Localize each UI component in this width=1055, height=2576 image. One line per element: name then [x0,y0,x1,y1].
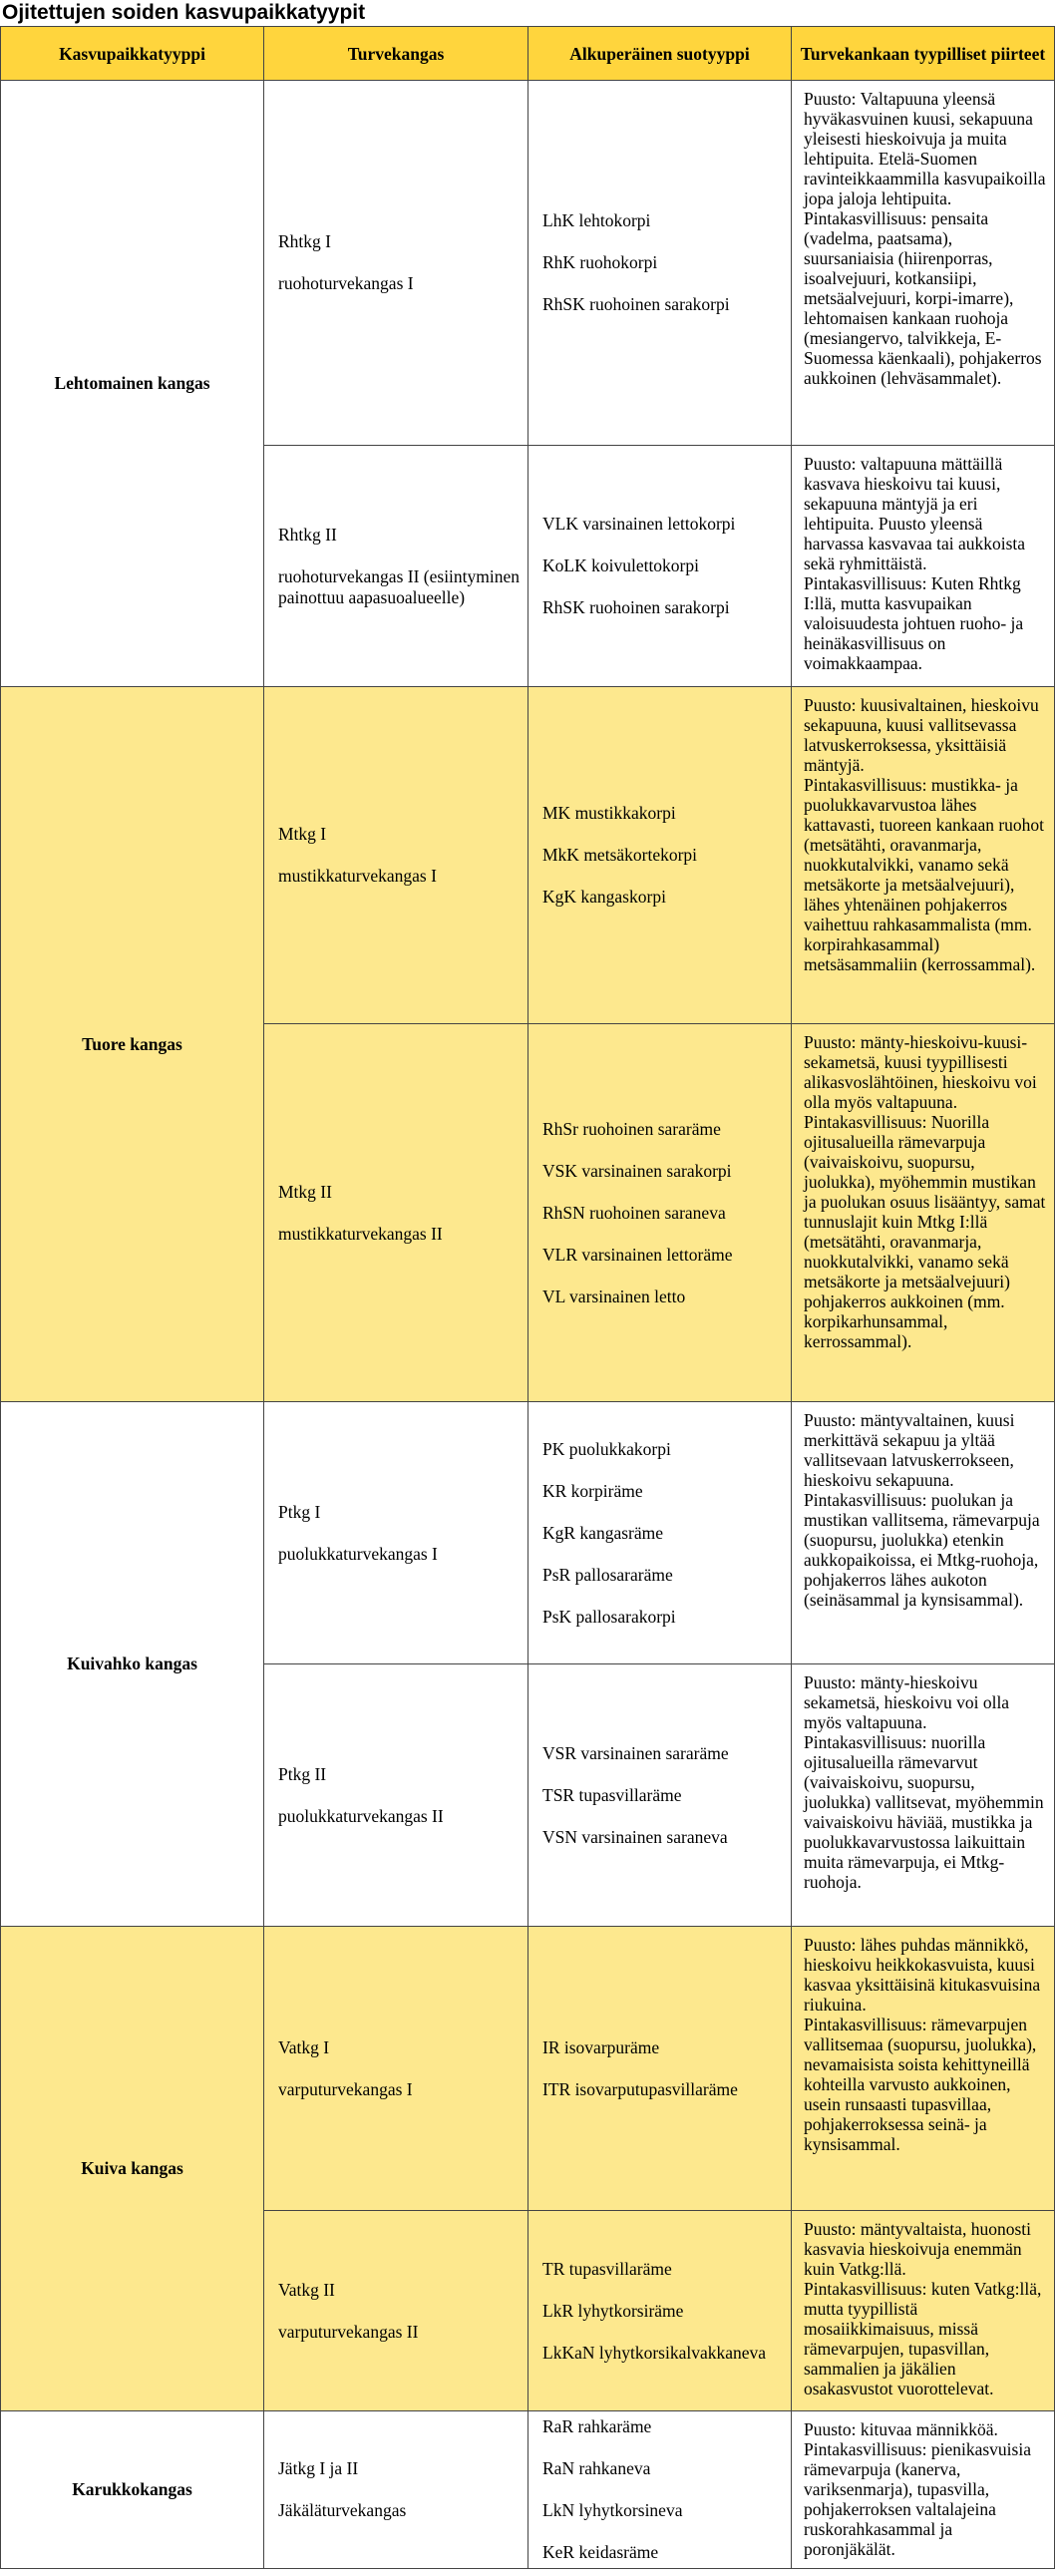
origin-item: PsR pallosararäme [542,1564,673,1585]
origin-cell [528,81,792,446]
features-cell [792,1024,1055,1402]
origin-item: VSR varsinainen sararäme [542,1742,729,1763]
origin-item: KgK kangaskorpi [542,887,666,907]
origin-item: LhK lehtokorpi [542,210,651,230]
origin-cell [528,1024,792,1402]
tree-stand-text: Puusto: kuusivaltainen, hieskoivu sekapuuna, kuusi vallitsevassa latvuskerroksessa, yksittäisiä mäntyjä. [804,695,1039,775]
ground-vegetation-text: Pintakasvillisuus: kuten Vatkg:llä, mutta tyypillistä mosaiikkimaisuus, missä rämevarpujen, tupasvillan, sammalien ja jäkälien osakasvustot vuorottelevat. [804,2279,1042,2398]
origin-item: LkN lyhytkorsineva [542,2500,683,2520]
features-cell [792,81,1055,446]
origin-item: RhSN ruohoinen saraneva [542,1202,726,1223]
origin-cell [528,446,792,687]
peatland-code: Rhtkg I [278,231,331,251]
table-row [1,81,1055,446]
table-row [1,2411,1055,2569]
header-original-mire-type: Alkuperäinen suotyyppi [528,27,792,81]
peatland-cell [264,1927,528,2211]
peatland-name: mustikkaturvekangas I [278,866,437,886]
header-peatland-forest: Turvekangas [264,27,528,81]
origin-item: PK puolukkakorpi [542,1438,671,1459]
peatland-name: varputurvekangas I [278,2078,413,2099]
origin-cell [528,1402,792,1664]
table-row [1,1927,1055,2211]
tree-stand-text: Puusto: lähes puhdas männikkö, hieskoivu heikkokasvuista, kuusi kasvaa yksittäisinä kitukasvuisina riukuina. [804,1935,1041,2015]
ground-vegetation-text: Pintakasvillisuus: puolukan ja mustikan vallitsema, rämevarpuja (suopursu, juolukka) etenkin aukkopaikoissa, ei Mtkg-ruohoja, pohjakerros lähes aukoton (seinäsammal ja kynsisammal). [804,1490,1040,1610]
origin-item: IR isovarpuräme [542,2036,660,2057]
features-cell [792,1927,1055,2211]
ground-vegetation-text: Pintakasvillisuus: pienikasvuisia rämevarpuja (kanerva, variksenmarja), tupasvilla, pohjakerroksen valtalajeina ruskorahkasammal ja poronjäkälät. [804,2439,1031,2559]
features-cell [792,446,1055,687]
page-title: Ojitettujen soiden kasvupaikkatyypit [2,1,366,24]
site-type-table [0,26,1055,2569]
origin-cell [528,2411,792,2569]
peatland-code: Rhtkg II [278,524,337,545]
origin-item: RhSK ruohoinen sarakorpi [542,597,730,617]
origin-item: VLR varsinainen lettoräme [542,1244,733,1265]
peatland-cell [264,1024,528,1402]
features-cell [792,2411,1055,2569]
origin-item: RhK ruohokorpi [542,252,658,272]
features-cell [792,1664,1055,1927]
peatland-name: puolukkaturvekangas II [278,1805,444,1826]
origin-item: VLK varsinainen lettokorpi [542,514,736,534]
origin-item: MK mustikkakorpi [542,803,676,823]
origin-item: PsK pallosarakorpi [542,1606,676,1627]
origin-item: LkKaN lyhytkorsikalvakkaneva [542,2342,767,2363]
peatland-name: varputurvekangas II [278,2321,419,2342]
origin-item: TR tupasvillaräme [542,2258,672,2279]
ground-vegetation-text: Pintakasvillisuus: pensaita (vadelma, paatsama), suursaniaisia (hiirenporras, isoalvejuuri, kotkansiipi, metsäalvejuuri, korpi-imarre), lehtomaisen kankaan ruohoja (mesiangervo, talvikkeja, E-Suomessa käenkaali), pohjakerros aukkoinen (lehväsammalet). [804,208,1042,388]
origin-cell [528,1664,792,1927]
origin-item: KR korpiräme [542,1480,643,1501]
tree-stand-text: Puusto: valtapuuna mättäillä kasvava hieskoivu tai kuusi, sekapuuna mäntyjä ja eri lehtipuita. Puusto yleensä harvassa kasvavaa tai aukkoista sekä ryhmittäistä. [804,454,1026,573]
origin-item: VSN varsinainen saraneva [542,1826,728,1847]
header-row [1,27,1055,81]
site-type-cell: Kuivahko kangas [1,1402,264,1927]
origin-item: RhSr ruohoinen sararäme [542,1118,721,1139]
peatland-cell [264,1402,528,1664]
header-site-type: Kasvupaikkatyyppi [1,27,264,81]
features-cell [792,2211,1055,2411]
origin-item: TSR tupasvillaräme [542,1784,682,1805]
tree-stand-text: Puusto: mäntyvaltainen, kuusi merkittävä sekapuu ja yltää vallitsevaan latvuskerrokseen, hieskoivu sekapuuna. [804,1410,1015,1490]
features-cell [792,687,1055,1024]
peatland-code: Jätkg I ja II [278,2458,359,2478]
peatland-code: Vatkg I [278,2036,330,2057]
tree-stand-text: Puusto: Valtapuuna yleensä hyväkasvuinen kuusi, sekapuuna yleisesti hieskoivuja ja muita lehtipuita. Etelä-Suomen ravinteikkaammilla kasvupaikoilla jopa jaloja lehtipuita. [804,89,1046,208]
peatland-code: Ptkg II [278,1763,327,1784]
table-row [1,687,1055,1024]
origin-item: RaR rahkaräme [542,2416,652,2436]
peatland-code: Mtkg II [278,1181,332,1202]
origin-cell [528,2211,792,2411]
peatland-name: ruohoturvekangas II (esiintyminen painottuu aapasuoalueelle) [278,565,521,607]
ground-vegetation-text: Pintakasvillisuus: nuorilla ojitusalueilla rämevarvut (vaivaiskoivu, suopursu, juolukka) vallitsevat, myöhemmin vaivaiskoivu häviää, mustikka ja puolukkavarvustossa laikuittain muita rämevarpuja, ei Mtkg-ruohoja. [804,1732,1044,1892]
tree-stand-text: Puusto: kituvaa männikköä. [804,2419,998,2439]
origin-cell [528,1927,792,2211]
tree-stand-text: Puusto: mänty-hieskoivu sekametsä, hieskoivu voi olla myös valtapuuna. [804,1672,1010,1732]
peatland-cell [264,687,528,1024]
origin-cell [528,687,792,1024]
ground-vegetation-text: Pintakasvillisuus: rämevarpujen vallitsemaa (suopursu, juolukka), nevamaisista soista kehittyneillä kohteilla varvusto aukkoinen, usein runsaasti tupasvillaa, pohjakerroksessa seinä- ja kynsisammal. [804,2015,1037,2154]
origin-item: ITR isovarputupasvillaräme [542,2078,738,2099]
peatland-cell [264,81,528,446]
origin-item: MkK metsäkortekorpi [542,845,698,865]
peatland-cell [264,2211,528,2411]
features-cell [792,1402,1055,1664]
peatland-cell [264,2411,528,2569]
origin-item: LkR lyhytkorsiräme [542,2300,684,2321]
origin-item: VL varsinainen letto [542,1286,686,1306]
ground-vegetation-text: Pintakasvillisuus: Kuten Rhtkg I:llä, mutta kasvupaikan valoisuudesta johtuen ruoho- ja heinäkasvillisuus on voimakkaampaa. [804,573,1024,673]
site-type-cell: Tuore kangas [1,687,264,1402]
tree-stand-text: Puusto: mäntyvaltaista, huonosti kasvavia hieskoivuja enemmän kuin Vatkg:llä. [804,2219,1031,2279]
peatland-name: puolukkaturvekangas I [278,1543,438,1564]
header-typical-features: Turvekankaan tyypilliset piirteet [792,27,1055,81]
origin-item: VSK varsinainen sarakorpi [542,1160,732,1181]
peatland-code: Mtkg I [278,824,327,844]
site-type-cell: Lehtomainen kangas [1,81,264,687]
peatland-cell [264,1664,528,1927]
origin-item: KoLK koivulettokorpi [542,555,699,575]
peatland-name: Jäkäläturvekangas [278,2500,407,2520]
peatland-code: Ptkg I [278,1501,321,1522]
site-type-cell: Kuiva kangas [1,1927,264,2411]
peatland-name: mustikkaturvekangas II [278,1223,443,1244]
site-type-cell: Karukkokangas [1,2411,264,2569]
tree-stand-text: Puusto: mänty-hieskoivu-kuusi-sekametsä, kuusi tyypillisesti alikasvoslähtöinen, hieskoivu voi olla myös valtapuuna. [804,1032,1037,1112]
ground-vegetation-text: Pintakasvillisuus: mustikka- ja puolukkavarvustoa lähes kattavasti, tuoreen kankaan ruohot (metsätähti, oravanmarja, nuokkutalvikki, vanamo sekä metsäkorte ja metsäalvejuuri), lähes yhtenäinen pohjakerros vaihettuu rahkasammalista (mm. korpirahkasammal) metsäsammaliin (kerrossammal). [804,775,1045,974]
origin-item: RhSK ruohoinen sarakorpi [542,294,730,314]
table-row [1,1402,1055,1664]
origin-item: KeR keidasräme [542,2542,659,2562]
peatland-code: Vatkg II [278,2279,335,2300]
origin-item: RaN rahkaneva [542,2458,651,2478]
peatland-cell [264,446,528,687]
origin-item: KgR kangasräme [542,1522,664,1543]
peatland-name: ruohoturvekangas I [278,273,414,293]
ground-vegetation-text: Pintakasvillisuus: Nuorilla ojitusalueilla rämevarpuja (vaivaiskoivu, suopursu, juolukka), myöhemmin mustikan ja puolukan osuus lisääntyy, samat tunnuslajit kuin Mtkg I:llä (metsätähti, oravanmarja, nuokkutalvikki, vanamo sekä metsäkorte ja metsäalvejuuri) pohjakerros aukkoinen (mm. korpikarhunsammal, kerrossammal). [804,1112,1046,1351]
